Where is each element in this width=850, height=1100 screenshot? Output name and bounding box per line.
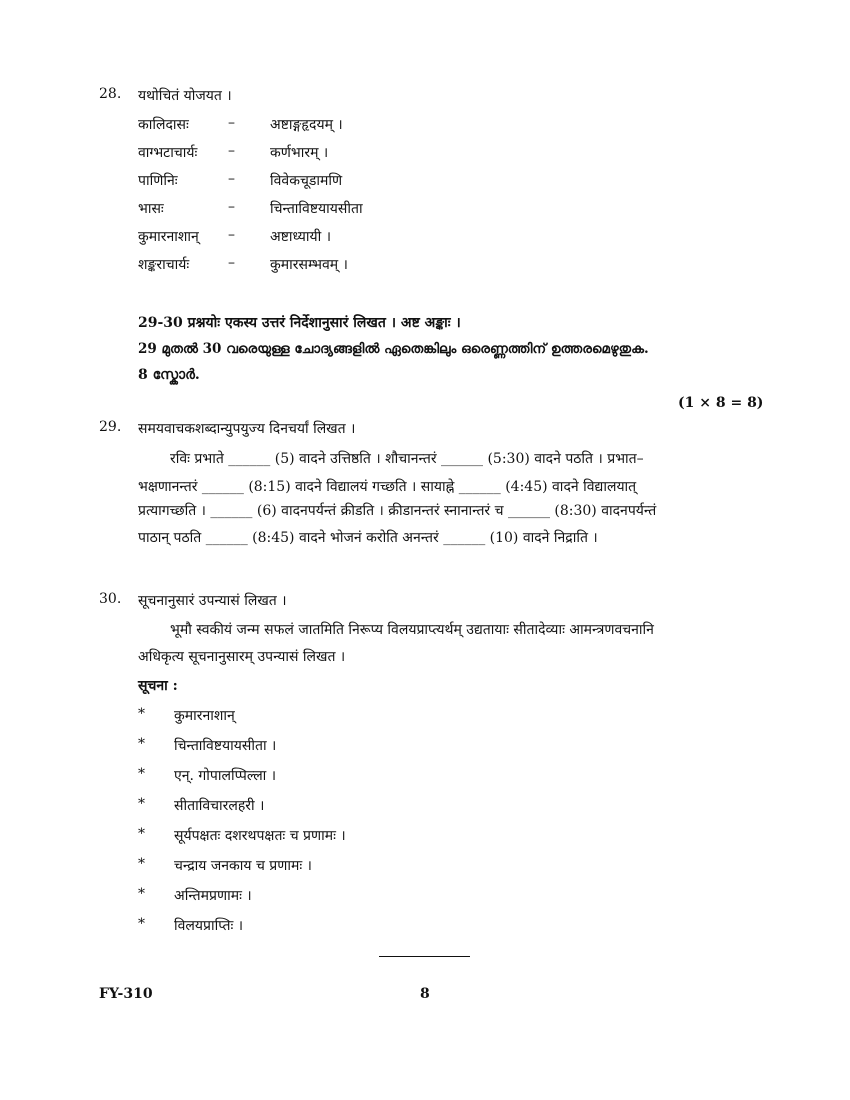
suchana-point: विलयप्राप्तिः ।	[174, 918, 244, 934]
q30-title: सूचनानुसारं उपन्यासं लिखत ।	[138, 593, 287, 609]
bullet: *	[138, 706, 145, 722]
bullet: *	[138, 856, 145, 872]
suchana-point: सूर्यपक्षतः दशरथपक्षतः च प्रणामः ।	[174, 828, 346, 844]
q28-left-item: कुमारनाशान्	[138, 229, 199, 245]
q28-title: यथोचितं योजयत ।	[138, 88, 232, 104]
bullet: *	[138, 736, 145, 752]
bullet: *	[138, 886, 145, 902]
q30-paragraph-line: भूमौ स्वकीयं जन्म सफलं जातमिति निरूप्य विलयप्राप्त्यर्थम् उद्यतायाः सीतादेव्याः आमन्त्रणवचनानि	[170, 622, 654, 638]
paper-code: FY-310	[99, 986, 153, 1002]
q28-right-item: अष्टाध्यायी ।	[270, 229, 332, 245]
suchana-point: चन्द्राय जनकाय च प्रणामः ।	[174, 858, 312, 874]
suchana-point: एन्. गोपालप्पिल्ला ।	[174, 768, 277, 784]
q29-text-line: पाठान् पठति ______ (8:45) वादने भोजनं करोति अनन्तरं ______ (10) वादने निद्राति ।	[138, 530, 598, 546]
suchana-point: कुमारनाशान्	[174, 708, 235, 724]
end-rule	[379, 956, 470, 957]
q28-dash: –	[228, 115, 235, 131]
q28-dash: –	[228, 199, 235, 215]
suchana-point: अन्तिमप्रणामः ।	[174, 888, 252, 904]
q28-left-item: वाग्भटाचार्यः	[138, 145, 198, 161]
suchana-point: सीताविचारलहरी ।	[174, 798, 265, 814]
q29-text-line: प्रत्यागच्छति । ______ (6) वादनपर्यन्तं क्रीडति । क्रीडानन्तरं स्नानान्तरं च ______ (8:30) वादनपर्यन्तं	[138, 503, 657, 519]
q28-right-item: चिन्ताविष्टयायसीता	[270, 201, 363, 217]
q29-text-line: भक्षणानन्तरं ______ (8:15) वादने विद्यालयं गच्छति । सायाह्ने ______ (4:45) वादने विद्यालयात्	[138, 479, 637, 495]
q28-dash: –	[228, 171, 235, 187]
q30-paragraph-line: अधिकृत्य सूचनानुसारम् उपन्यासं लिखत ।	[138, 649, 346, 665]
q28-right-item: कुमारसम्भवम् ।	[270, 257, 348, 273]
section-instruction-sanskrit: 29-30 प्रश्नयोः एकस्य उत्तरं निर्देशानुसारं लिखत । अष्ट अङ्काः ।	[138, 315, 461, 331]
q28-dash: –	[228, 227, 235, 243]
q28-left-item: भासः	[138, 201, 164, 217]
q30-number: 30.	[99, 591, 122, 607]
bullet: *	[138, 766, 145, 782]
q28-number: 28.	[99, 86, 122, 102]
bullet: *	[138, 796, 145, 812]
page-number: 8	[420, 986, 430, 1002]
q28-left-item: कालिदासः	[138, 117, 189, 133]
q28-dash: –	[228, 143, 235, 159]
suchana-label: सूचना :	[138, 678, 178, 694]
bullet: *	[138, 826, 145, 842]
q28-right-item: अष्टाङ्गहृदयम् ।	[270, 117, 343, 133]
section-instruction-malayalam: 29 മുതൽ 30 വരെയുള്ള ചോദ്യങ്ങളിൽ ഏതെങ്കിലും ഒരെണ്ണത്തിന് ഉത്തരമെഴുതുക.	[138, 341, 649, 357]
marks-allocation: (1 × 8 = 8)	[678, 395, 764, 411]
q28-right-item: विवेकचूडामणि	[270, 173, 343, 189]
q28-right-item: कर्णभारम् ।	[270, 145, 329, 161]
section-instruction-score: 8 സ്കോർ.	[138, 367, 200, 383]
q28-left-item: पाणिनिः	[138, 173, 178, 189]
q29-text-line: रविः प्रभाते ______ (5) वादने उत्तिष्ठति । शौचानन्तरं ______ (5:30) वादने पठति । प्रभात–	[170, 451, 644, 467]
q28-left-item: शङ्कराचार्यः	[138, 257, 190, 273]
suchana-point: चिन्ताविष्टयायसीता ।	[174, 738, 277, 754]
q28-dash: –	[228, 255, 235, 271]
bullet: *	[138, 916, 145, 932]
q29-number: 29.	[99, 419, 122, 435]
q29-title: समयवाचकशब्दान्युपयुज्य दिनचर्यां लिखत ।	[138, 421, 356, 437]
